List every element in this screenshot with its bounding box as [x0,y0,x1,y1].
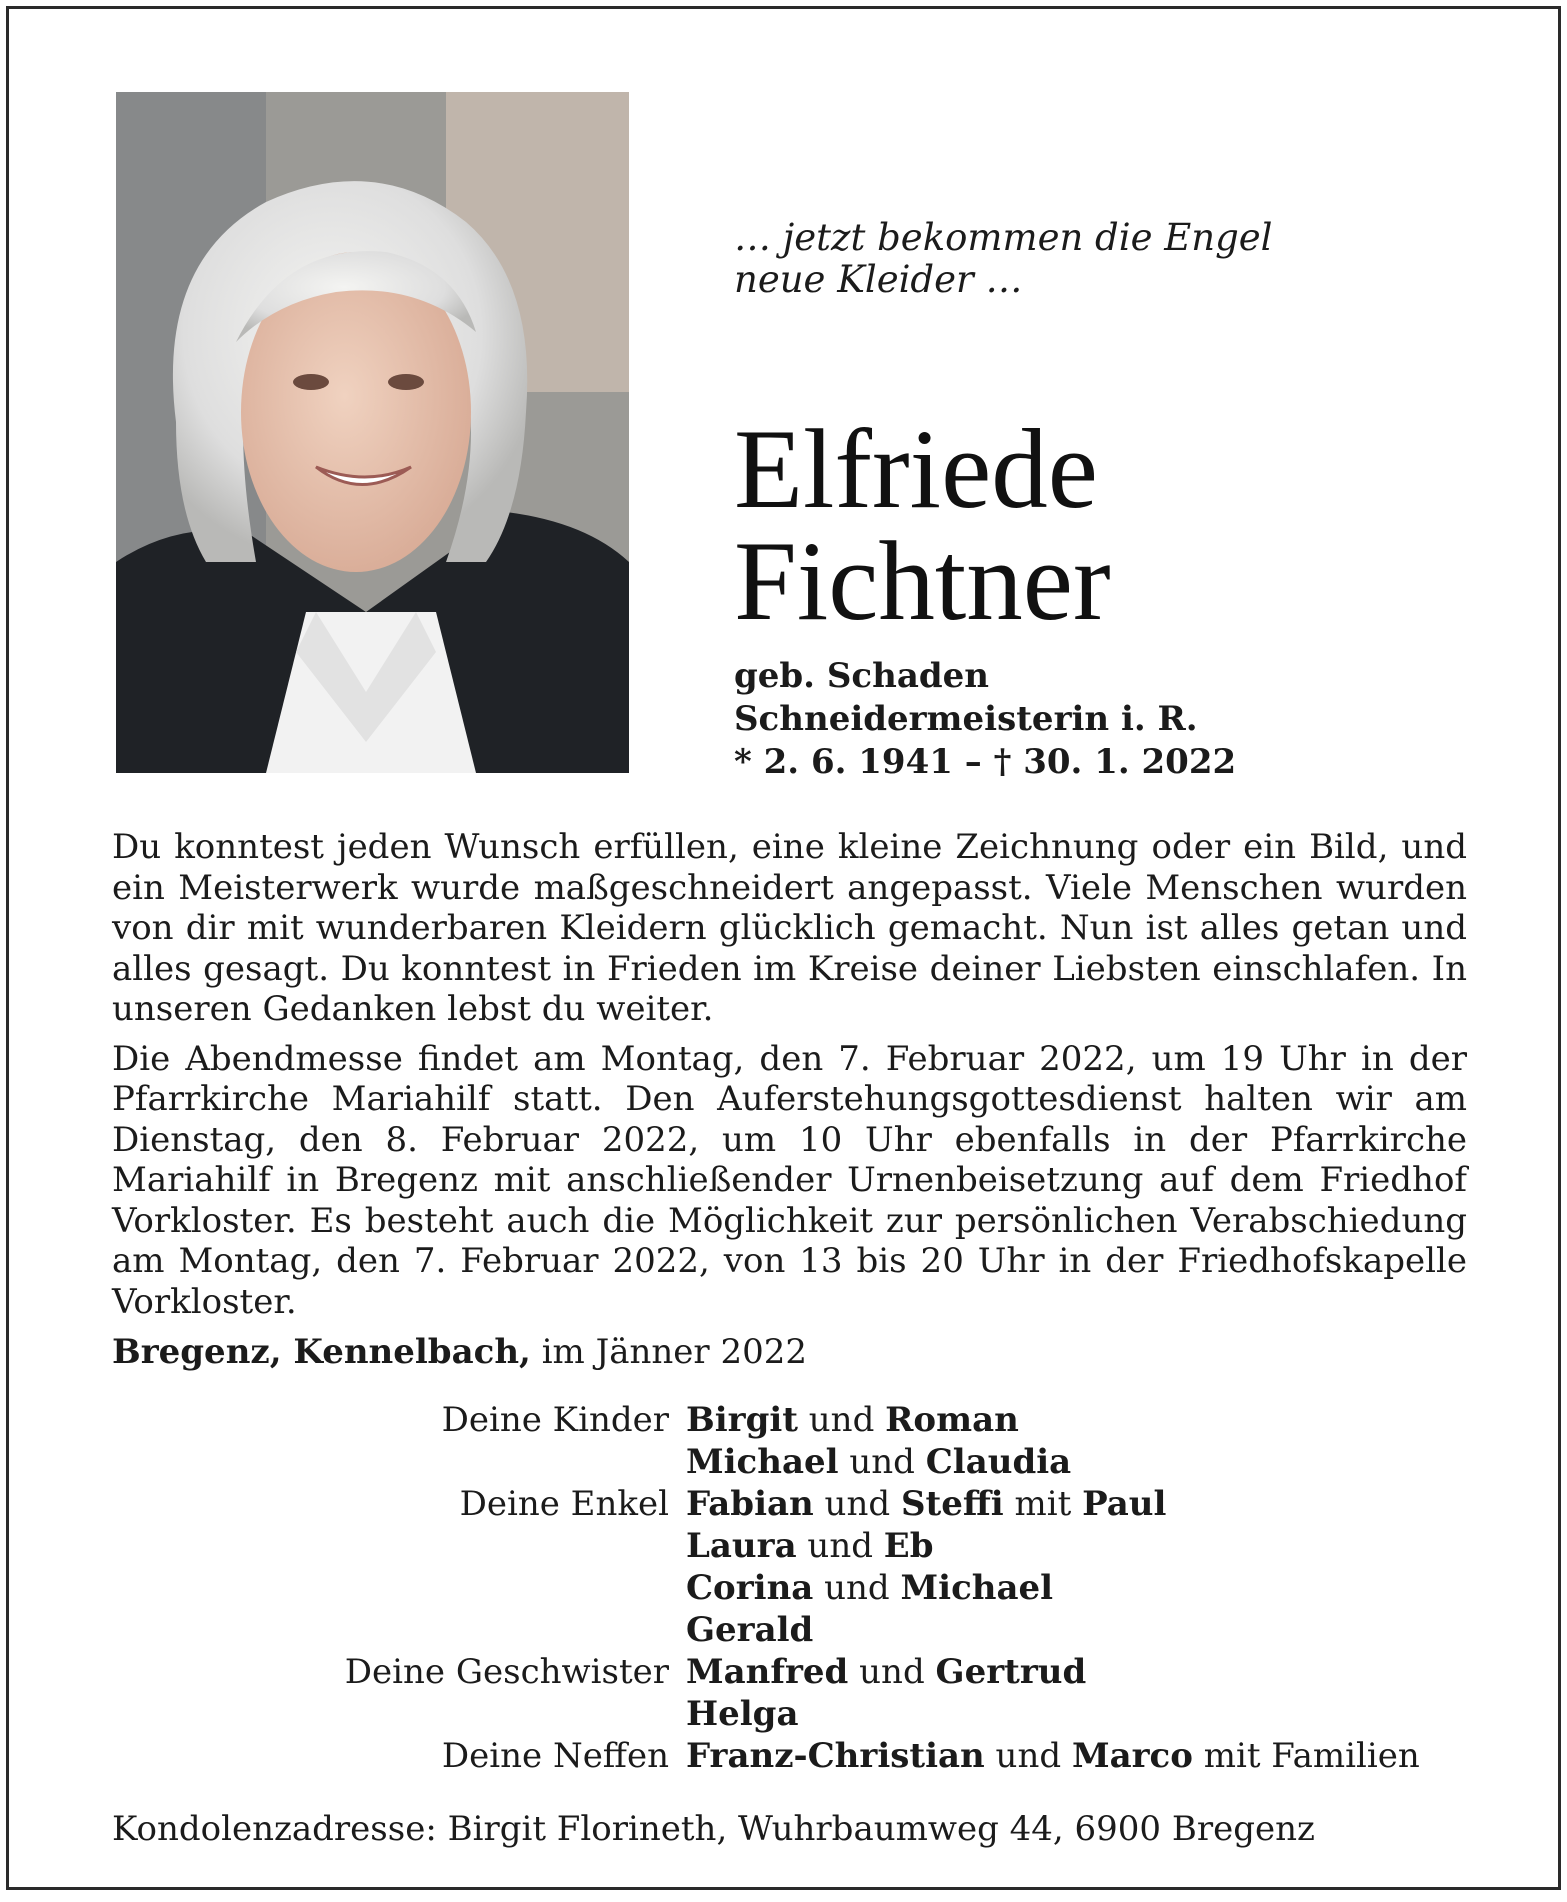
person-name: Birgit [686,1400,798,1440]
person-name: Steffi [900,1484,1004,1524]
family-name-line [686,1609,1166,1651]
family-group-names [669,1483,1166,1651]
family-name-line [686,1735,1420,1777]
deceased-details [734,655,1236,784]
person-name: Corina [686,1568,814,1608]
person-name: Gerald [686,1610,814,1650]
connector-text: mit [1003,1484,1083,1524]
service-paragraph: Die Abendmesse findet am Montag, den 7. Februar 2022, um 19 Uhr in der Pfarrkirche Mariahilf statt. Den Auferstehungsgottesdienst halten wir am Dienstag, den 8. Februar 2022, um 10 Uhr ebenfalls in der Pfarrkirche Mariahilf in Bregenz mit anschließender Urnenbeisetzung auf dem Friedhof Vorkloster. Es besteht auch die Möglichkeit zur persönlichen Verabschiedung am Montag, den 7. Februar 2022, von 13 bis 20 Uhr in der Friedhofskapelle Vorkloster. [112,1038,1467,1322]
portrait-photo [116,92,629,773]
portrait-illustration [116,92,629,773]
family-group [112,1399,1472,1483]
family-name-line [686,1651,1086,1693]
person-name: Laura [686,1526,797,1566]
family-group-names [669,1651,1086,1735]
person-name: Claudia [925,1442,1072,1482]
family-name-line [686,1525,1166,1567]
person-name: Helga [686,1694,799,1734]
person-name: Paul [1082,1484,1167,1524]
family-name-line [686,1483,1166,1525]
connector-text: und [838,1442,926,1482]
family-group-label: Deine Neffen [441,1736,669,1776]
person-name: Michael [686,1442,839,1482]
person-name: Franz-Christian [686,1736,985,1776]
last-name: Fichtner [734,519,1111,644]
connector-text: und [797,1400,886,1440]
profession: Schneidermeisterin i. R. [734,699,1198,739]
obituary-notice [6,6,1561,1890]
life-dates: * 2. 6. 1941 – † 30. 1. 2022 [734,742,1237,782]
family-group-label: Deine Enkel [459,1484,669,1524]
family-group-label: Deine Kinder [441,1400,669,1440]
motto-line-1: … jetzt bekommen die Engel [734,216,1273,259]
motto-line-2: neue Kleider … [734,258,1023,301]
condolence-address: Kondolenzadresse: Birgit Florineth, Wuhrbaumweg 44, 6900 Bregenz [112,1809,1315,1849]
connector-text: und [796,1526,884,1566]
connector-text: und [848,1652,936,1692]
person-name: Fabian [686,1484,814,1524]
family-group-label: Deine Geschwister [344,1652,669,1692]
family-name-line [686,1441,1071,1483]
family-group [112,1735,1472,1777]
connector-text: mit Familien [1192,1736,1420,1776]
tribute-paragraph: Du konntest jeden Wunsch erfüllen, eine kleine Zeichnung oder ein Bild, und ein Meisterwerk wurde maßgeschneidert angepasst. Viele Menschen wurden von dir mit wunderbaren Kleidern glücklich gemacht. Nun ist alles getan und alles gesagt. Du konntest in Frieden im Kreise deiner Liebsten einschlafen. In unseren Gedanken lebst du weiter. [112,827,1467,1029]
first-name: Elfriede [734,407,1098,532]
places: Bregenz, Kennelbach, [112,1332,531,1372]
connector-text: und [813,1568,901,1608]
date-text: im Jänner 2022 [541,1332,808,1372]
family-name-line [686,1399,1071,1441]
deceased-name [734,407,1111,644]
connector-text: und [813,1484,901,1524]
family-group [112,1483,1472,1651]
person-name: Manfred [686,1652,849,1692]
person-name: Roman [885,1400,1019,1440]
obituary-text [112,827,1467,1331]
family-group [112,1651,1472,1735]
motto-quote [734,217,1273,301]
family-group-names [669,1735,1420,1777]
family-group-names [669,1399,1071,1483]
person-name: Marco [1071,1736,1193,1776]
connector-text: und [984,1736,1072,1776]
place-and-date [112,1332,807,1372]
maiden-name: geb. Schaden [734,656,989,696]
mourners-list [112,1399,1472,1777]
family-name-line [686,1693,1086,1735]
person-name: Eb [883,1526,934,1566]
person-name: Gertrud [935,1652,1087,1692]
person-name: Michael [900,1568,1054,1608]
family-name-line [686,1567,1166,1609]
